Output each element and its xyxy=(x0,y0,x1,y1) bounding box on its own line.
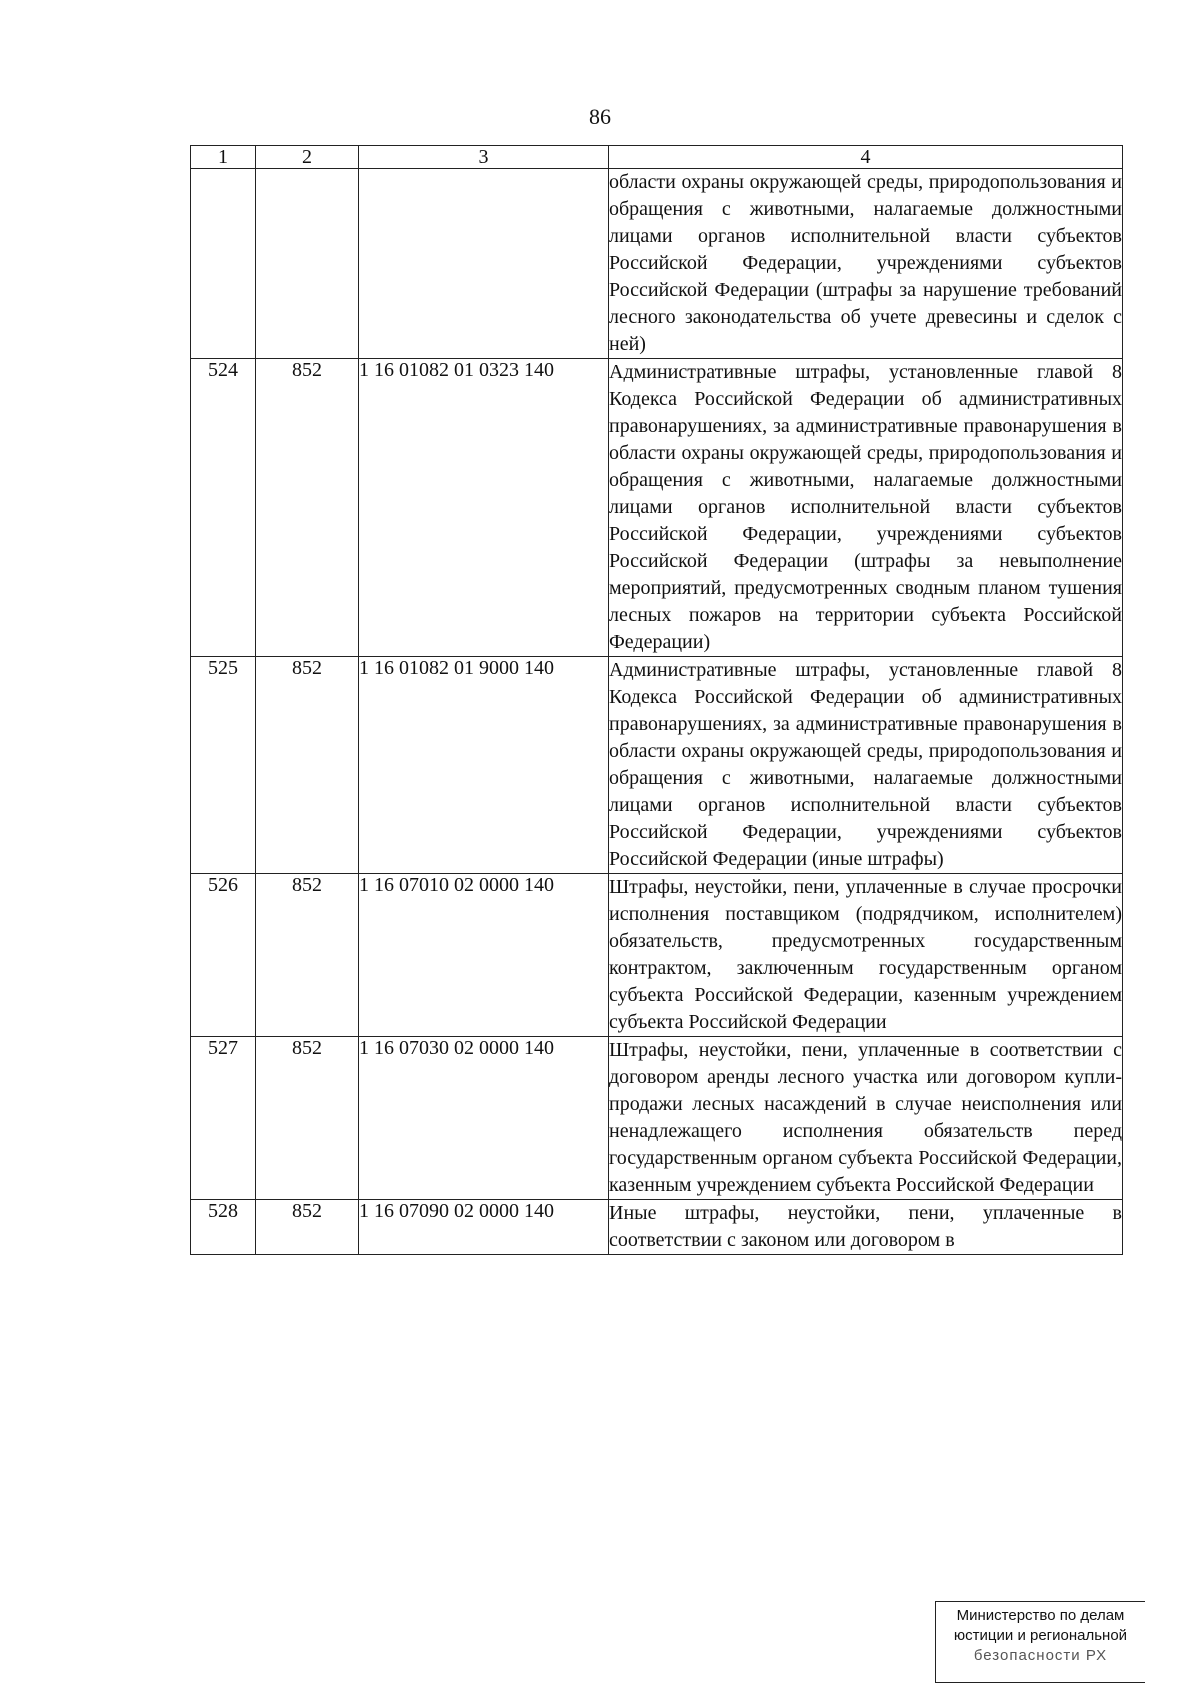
column-header: 1 xyxy=(191,146,256,169)
income-description: Административные штрафы, установленные главой 8 Кодекса Российской Федерации об административных правонарушениях, за административные правонарушения в области охраны окружающей среды, природопользования и обращения с животными, налагаемые должностными лицами органов исполнительной власти субъектов Российской Федерации, учреждениями субъектов Российской Федерации (штрафы за невыполнение мероприятий, предусмотренных сводным планом тушения лесных пожаров на территории субъекта Российской Федерации) xyxy=(609,359,1123,657)
income-description: Административные штрафы, установленные главой 8 Кодекса Российской Федерации об административных правонарушениях, за административные правонарушения в области охраны окружающей среды, природопользования и обращения с животными, налагаемые должностными лицами органов исполнительной власти субъектов Российской Федерации, учреждениями субъектов Российской Федерации (иные штрафы) xyxy=(609,657,1123,874)
admin-code: 852 xyxy=(256,1200,359,1255)
income-description: Штрафы, неустойки, пени, уплаченные в соответствии с договором аренды лесного участка или договором купли-продажи лесных насаждений в случае неисполнения или ненадлежащего исполнения обязательств перед государственным органом субъекта Российской Федерации, казенным учреждением субъекта Российской Федерации xyxy=(609,1037,1123,1200)
budget-code: 1 16 07010 02 0000 140 xyxy=(359,874,609,1037)
table-row xyxy=(191,874,1123,1037)
budget-classification-table xyxy=(190,145,1123,1255)
budget-code: 1 16 01082 01 9000 140 xyxy=(359,657,609,874)
table-row xyxy=(191,657,1123,874)
table-row xyxy=(191,1200,1123,1255)
column-header: 2 xyxy=(256,146,359,169)
table-row xyxy=(191,359,1123,657)
admin-code: 852 xyxy=(256,874,359,1037)
row-number xyxy=(191,169,256,359)
income-description: Штрафы, неустойки, пени, уплаченные в случае просрочки исполнения поставщиком (подрядчиком, исполнителем) обязательств, предусмотренных государственным контрактом, заключенным государственным органом субъекта Российской Федерации, казенным учреждением субъекта Российской Федерации xyxy=(609,874,1123,1037)
budget-code xyxy=(359,169,609,359)
budget-code: 1 16 07030 02 0000 140 xyxy=(359,1037,609,1200)
column-header: 4 xyxy=(609,146,1123,169)
admin-code: 852 xyxy=(256,1037,359,1200)
row-number: 528 xyxy=(191,1200,256,1255)
table-header-row xyxy=(191,146,1123,169)
table-row xyxy=(191,1037,1123,1200)
row-number: 527 xyxy=(191,1037,256,1200)
stamp-line: юстиции и региональной xyxy=(953,1627,1128,1644)
column-header: 3 xyxy=(359,146,609,169)
income-description: области охраны окружающей среды, природопользования и обращения с животными, налагаемые должностными лицами органов исполнительной власти субъектов Российской Федерации, учреждениями субъектов Российской Федерации (штрафы за нарушение требований лесного законодательства об учете древесины и сделок с ней) xyxy=(609,169,1123,359)
page-number: 86 xyxy=(589,104,611,129)
admin-code: 852 xyxy=(256,359,359,657)
admin-code: 852 xyxy=(256,657,359,874)
row-number: 524 xyxy=(191,359,256,657)
income-description: Иные штрафы, неустойки, пени, уплаченные в соответствии с законом или договором в xyxy=(609,1200,1123,1255)
row-number: 525 xyxy=(191,657,256,874)
budget-code: 1 16 07090 02 0000 140 xyxy=(359,1200,609,1255)
registration-stamp xyxy=(935,1601,1145,1683)
table-row xyxy=(191,169,1123,359)
admin-code xyxy=(256,169,359,359)
stamp-line: Министерство по делам xyxy=(956,1607,1125,1624)
row-number: 526 xyxy=(191,874,256,1037)
stamp-line: безопасности РХ xyxy=(973,1647,1108,1664)
budget-code: 1 16 01082 01 0323 140 xyxy=(359,359,609,657)
